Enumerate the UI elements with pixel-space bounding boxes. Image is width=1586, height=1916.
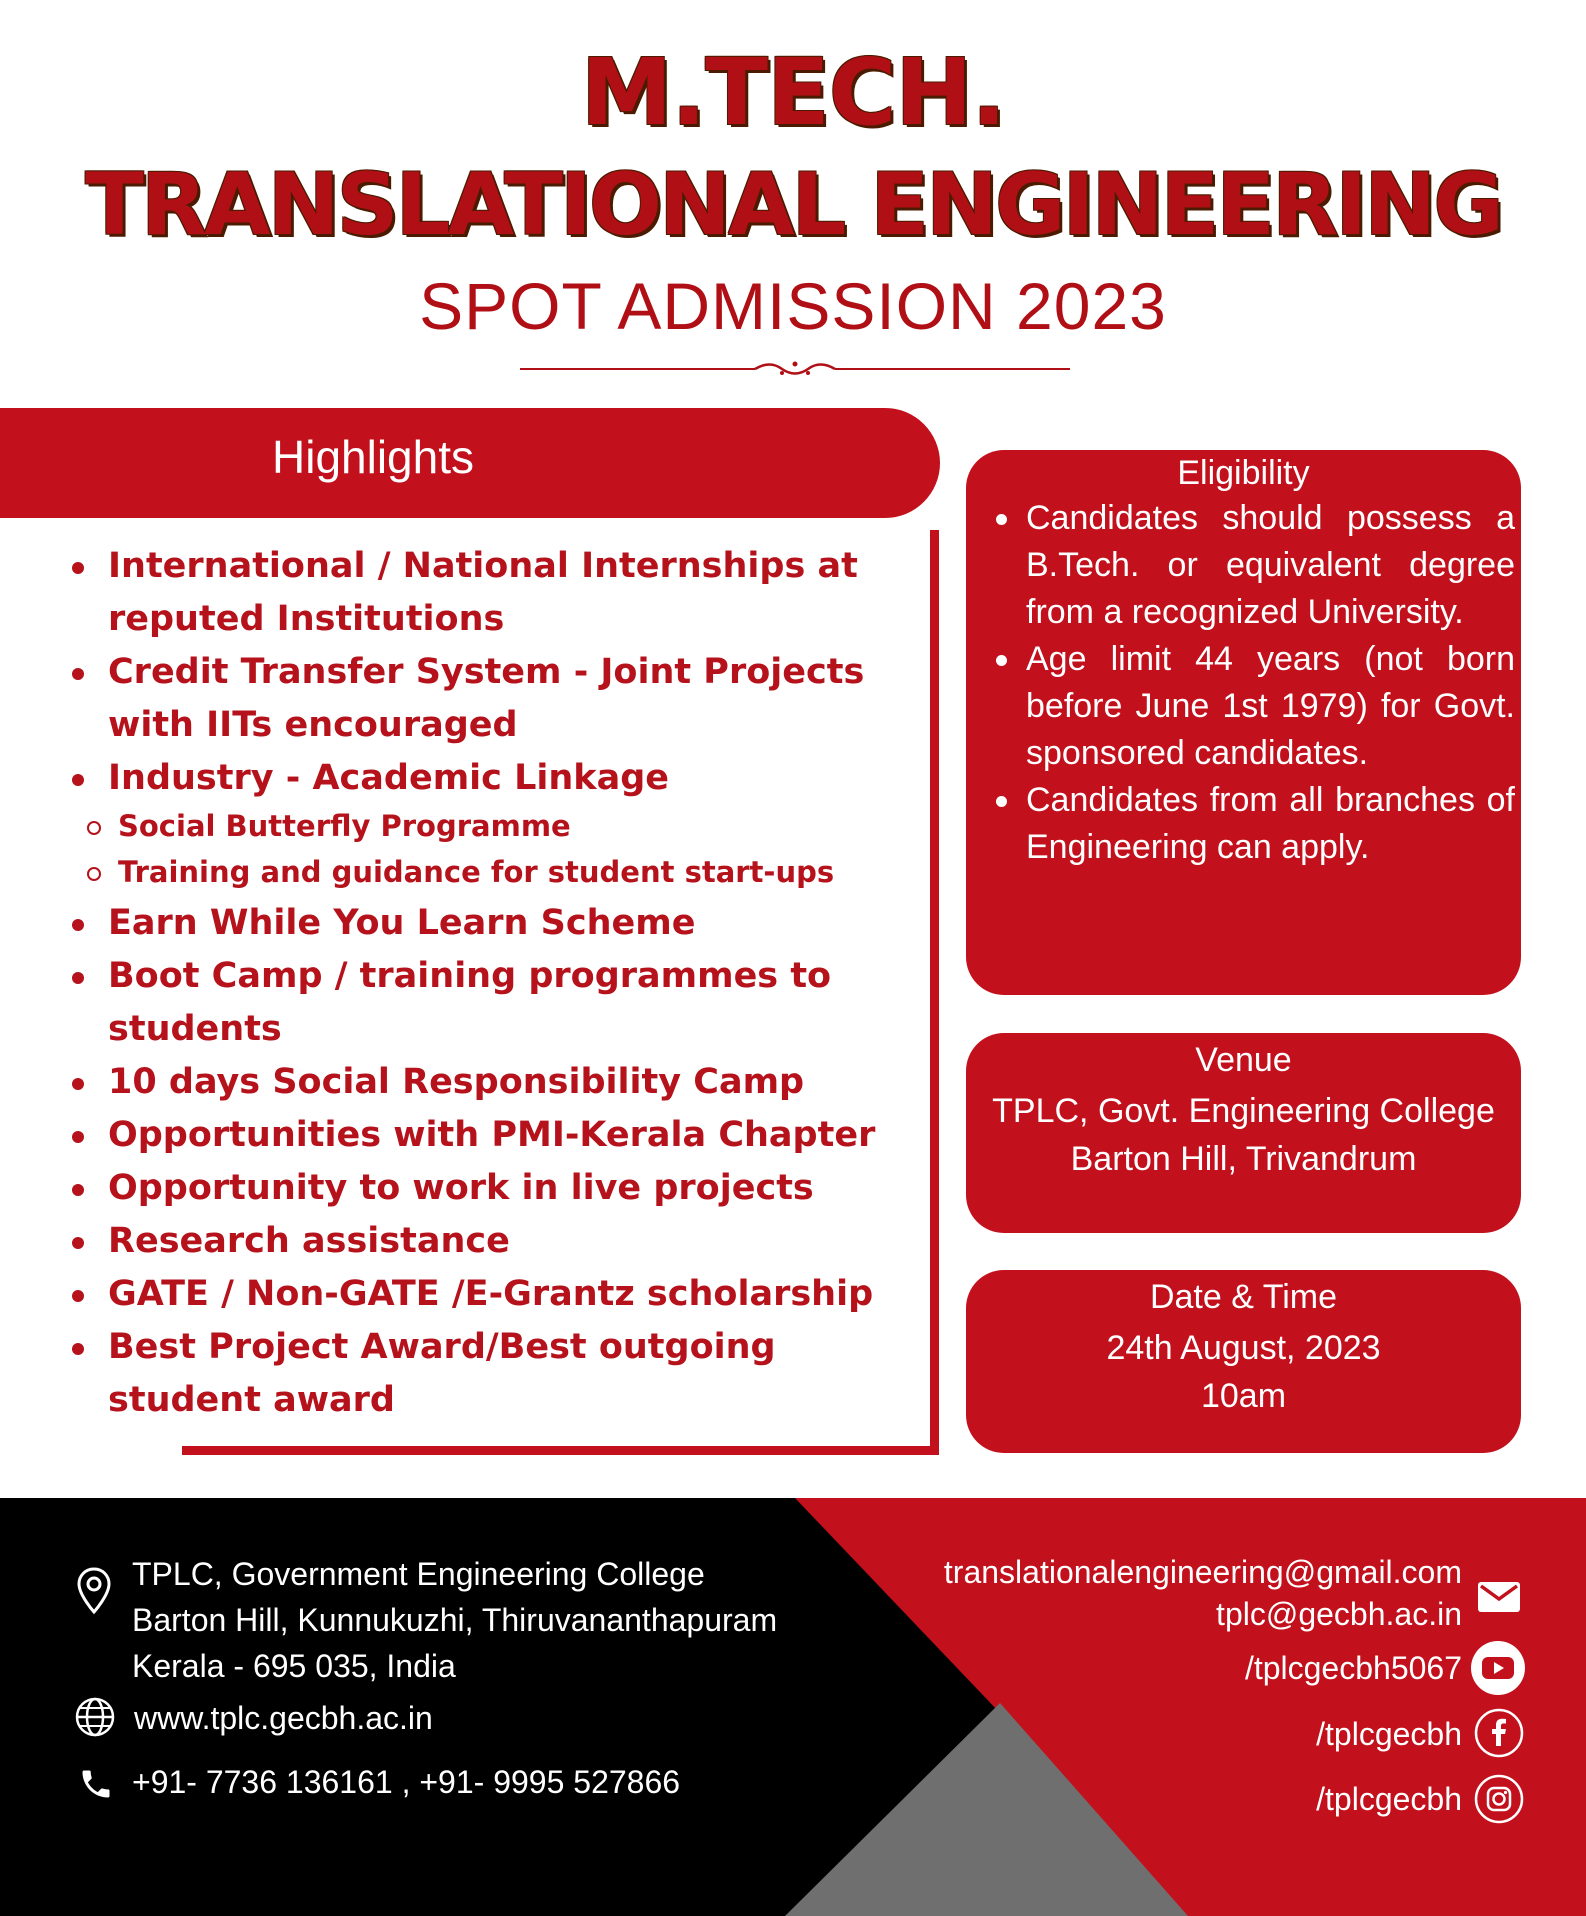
mail-icon — [1478, 1582, 1520, 1612]
highlight-item: Credit Transfer System - Joint Projects with IITs encouraged — [70, 646, 920, 752]
address-line1: TPLC, Government Engineering College — [132, 1556, 705, 1592]
venue-line1: TPLC, Govt. Engineering College — [992, 1092, 1495, 1130]
instagram-link[interactable]: /tplcgecbh — [1316, 1781, 1462, 1817]
facebook-link[interactable]: /tplcgecbh — [1316, 1716, 1462, 1752]
eligibility-title: Eligibility — [1177, 454, 1310, 492]
email-link-secondary[interactable]: tplc@gecbh.ac.in — [1216, 1596, 1462, 1632]
phone-icon — [78, 1766, 114, 1802]
highlight-item: Earn While You Learn Scheme — [70, 897, 920, 950]
phone-numbers[interactable]: +91- 7736 136161 , +91- 9995 527866 — [132, 1764, 681, 1800]
page-subtitle: SPOT ADMISSION 2023 — [419, 269, 1167, 343]
highlight-item: International / National Internships at reputed Institutions — [70, 540, 920, 646]
highlight-item: Opportunities with PMI-Kerala Chapter — [70, 1109, 920, 1162]
venue-title: Venue — [1195, 1041, 1292, 1079]
datetime-box — [966, 1270, 1521, 1453]
highlight-item: Best Project Award/Best outgoing student award — [70, 1321, 920, 1427]
eligibility-list — [966, 495, 1521, 871]
highlight-item: Research assistance — [70, 1215, 920, 1268]
address-line2: Barton Hill, Kunnukuzhi, Thiruvananthapuram — [132, 1602, 778, 1638]
website-link[interactable]: www.tplc.gecbh.ac.in — [134, 1700, 433, 1736]
globe-icon — [74, 1696, 116, 1738]
highlight-item: Industry - Academic Linkage — [70, 752, 920, 805]
youtube-link[interactable]: /tplcgecbh5067 — [1244, 1650, 1462, 1686]
footer-address — [132, 1551, 777, 1689]
highlights-title: Highlights — [272, 431, 474, 483]
eligibility-box — [966, 450, 1521, 995]
event-date: 24th August, 2023 — [1106, 1329, 1381, 1367]
location-icon — [76, 1567, 112, 1615]
email-link-primary[interactable]: translationalengineering@gmail.com — [943, 1554, 1462, 1590]
eligibility-item: Age limit 44 years (not born before June 1st 1979) for Govt. sponsored candidates. — [1026, 636, 1515, 777]
highlight-sublist — [70, 803, 920, 895]
event-time: 10am — [1200, 1377, 1287, 1415]
ornament-divider — [520, 358, 1070, 380]
page-title-line2: TRANSLATIONAL ENGINEERING — [85, 155, 1501, 255]
facebook-icon[interactable] — [1474, 1708, 1524, 1758]
address-line3: Kerala - 695 035, India — [132, 1648, 456, 1684]
datetime-title: Date & Time — [1149, 1278, 1338, 1316]
venue-box — [966, 1033, 1521, 1233]
youtube-icon[interactable] — [1470, 1640, 1526, 1696]
highlight-subitem-text: Social Butterfly Programme — [118, 809, 571, 843]
instagram-icon[interactable] — [1474, 1774, 1524, 1824]
highlight-item: Boot Camp / training programmes to students — [70, 950, 920, 1056]
highlights-border-right — [930, 530, 939, 1455]
eligibility-item: Candidates should possess a B.Tech. or equivalent degree from a recognized University. — [1026, 495, 1515, 636]
highlights-border-bottom — [182, 1446, 939, 1455]
highlight-item: Opportunity to work in live projects — [70, 1162, 920, 1215]
highlight-subitem-text: Training and guidance for student start-ups — [118, 855, 835, 889]
highlight-subitem — [32, 849, 920, 895]
venue-line2: Barton Hill, Trivandrum — [1070, 1140, 1417, 1178]
eligibility-item: Candidates from all branches of Engineering can apply. — [1026, 777, 1515, 871]
highlight-item: GATE / Non-GATE /E-Grantz scholarship — [70, 1268, 920, 1321]
highlight-subitem — [32, 803, 920, 849]
highlights-list — [70, 540, 920, 1427]
highlight-item: 10 days Social Responsibility Camp — [70, 1056, 920, 1109]
highlight-sublist-wrapper — [70, 803, 920, 895]
page-title-line1: M.TECH. — [580, 39, 1006, 146]
